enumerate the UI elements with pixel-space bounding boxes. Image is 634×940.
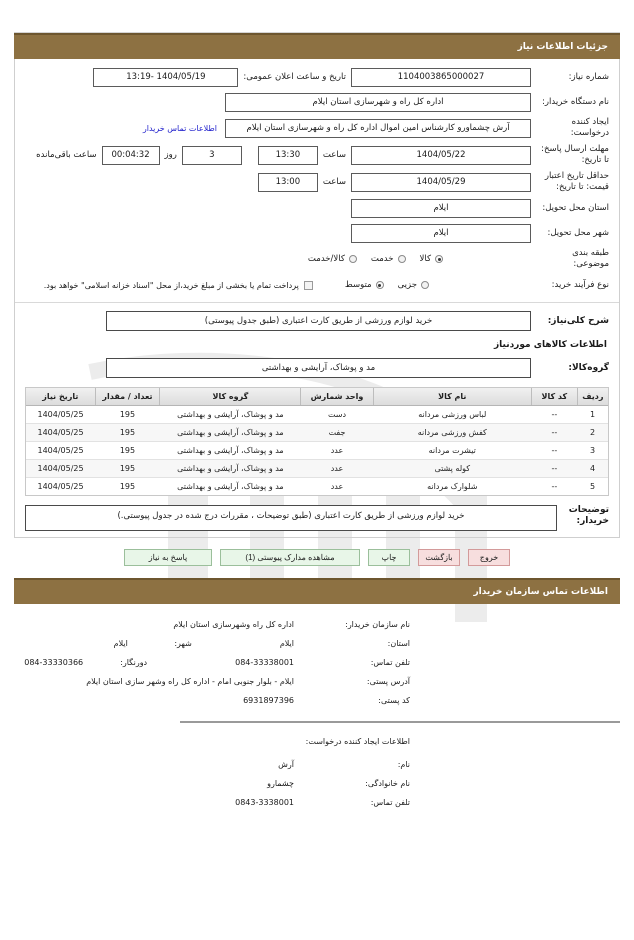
contact-phone-label: تلفن تماس:: [370, 658, 410, 667]
remaining-days-unit: روز: [164, 150, 177, 160]
cell-name: شلوارک مردانه: [373, 478, 531, 496]
contact-postal-label: کد پستی:: [378, 696, 410, 705]
delivery-city-label: شهر محل تحویل:: [547, 227, 609, 238]
cell-date: 1404/05/25: [26, 406, 95, 424]
delivery-province-field[interactable]: ایلام: [351, 199, 531, 218]
col-header-group[interactable]: گروه کالا: [160, 388, 301, 406]
cell-date: 1404/05/25: [26, 442, 95, 460]
cell-group: مد و پوشاک، آرایشی و بهداشتی: [160, 442, 301, 460]
cell-qty: 195: [95, 478, 160, 496]
cell-unit: عدد: [301, 442, 373, 460]
radio-dot-icon: [376, 281, 384, 289]
cell-code: --: [532, 442, 578, 460]
row-delivery-city: [25, 223, 609, 243]
treasury-bond-label: پرداخت تمام یا بخشی از مبلغ خرید،از محل "اسناد خزانه اسلامی" خواهد بود.: [43, 280, 299, 290]
row-contact-province-city: [14, 639, 620, 648]
goods-table-body: [26, 406, 608, 496]
radio-dot-icon: [421, 281, 429, 289]
cell-radif: 1: [577, 406, 608, 424]
action-button-bar: [14, 538, 620, 578]
process-option-motavaset-label: متوسط: [344, 280, 372, 290]
classification-option-khedmat-label: خدمت: [370, 254, 394, 264]
cell-radif: 2: [577, 424, 608, 442]
cell-radif: 5: [577, 478, 608, 496]
buyer-org-label: نام دستگاه خریدار:: [542, 96, 609, 107]
back-button[interactable]: بازگشت: [418, 549, 460, 566]
row-contact-postal: [14, 696, 620, 705]
contact-address-value: ایلام - بلوار جنوبی امام - اداره کل راه وشهر سازی استان ایلام: [86, 677, 294, 686]
need-summary-label: شرح کلی‌نیاز:: [547, 316, 609, 326]
creator-field[interactable]: آرش چشماورو کارشناس امین اموال اداره کل راه و شهرسازی استان ایلام: [225, 119, 531, 138]
creator-section-title: اطلاعات ایجاد کننده درخواست:: [305, 737, 410, 746]
need-details-panel: [14, 59, 620, 538]
col-header-date[interactable]: تاریخ نیاز: [26, 388, 95, 406]
goods-table: [26, 388, 608, 495]
creator-phone-label: تلفن تماس:: [370, 798, 410, 807]
cell-code: --: [532, 460, 578, 478]
buyer-notes-field[interactable]: خرید لوازم ورزشی از طریق کارت اعتباری (طبق توضیحات ، مقررات درج شده در جدول پیوستی.): [25, 505, 557, 531]
cell-name: لباس ورزشی مردانه: [373, 406, 531, 424]
row-creator: [25, 117, 609, 139]
buyer-contact-body: [14, 604, 620, 807]
cell-group: مد و پوشاک، آرایشی و بهداشتی: [160, 478, 301, 496]
row-price-validity: [25, 171, 609, 193]
delivery-province-label: استان محل تحویل:: [542, 202, 609, 213]
page-root: [0, 32, 634, 807]
exit-button[interactable]: خروج: [468, 549, 510, 566]
buyer-contact-link[interactable]: اطلاعات تماس خریدار: [142, 123, 217, 133]
cell-qty: 195: [95, 406, 160, 424]
creator-first-name-label: نام:: [397, 760, 410, 769]
contact-fax-label: دورنگار:: [120, 658, 148, 667]
contact-address-label: آدرس پستی:: [366, 677, 410, 686]
cell-code: --: [532, 406, 578, 424]
table-row[interactable]: [26, 460, 608, 478]
answer-need-button[interactable]: پاسخ به نیاز: [124, 549, 212, 566]
goods-group-label: گروه‌کالا:: [568, 363, 609, 373]
process-option-jozii[interactable]: [398, 280, 429, 290]
row-creator-last-name: [14, 779, 620, 788]
row-deadline: [25, 144, 609, 166]
process-option-motavaset[interactable]: [345, 280, 384, 290]
cell-date: 1404/05/25: [26, 424, 95, 442]
buyer-notes-label: توضیحات خریدار:: [568, 505, 609, 526]
table-row[interactable]: [26, 406, 608, 424]
goods-header-row: [26, 388, 608, 406]
contact-city-label: شهر:: [174, 639, 192, 648]
process-option-jozii-label: جزیی: [397, 280, 417, 290]
creator-phone-value: 0843-3338001: [235, 798, 294, 807]
contact-phone-value: 084-33338001: [235, 658, 294, 667]
cell-name: تیشرت مردانه: [373, 442, 531, 460]
contact-fax-value: 084-33330366: [24, 658, 84, 667]
contact-org-label: نام سازمان خریدار:: [345, 620, 410, 629]
table-row[interactable]: [26, 424, 608, 442]
row-buyer-org: [25, 92, 609, 112]
row-need-number: [25, 67, 609, 87]
deadline-time-field[interactable]: 13:30: [258, 146, 318, 165]
table-row[interactable]: [26, 478, 608, 496]
deadline-date-field[interactable]: 1404/05/22: [351, 146, 531, 165]
cell-radif: 4: [577, 460, 608, 478]
creator-last-name-value: چشمارو: [267, 779, 294, 788]
col-header-qty[interactable]: تعداد / مقدار: [95, 388, 160, 406]
remaining-clock-label: ساعت باقی‌مانده: [36, 150, 97, 160]
announce-label: تاریخ و ساعت اعلان عمومی:: [243, 72, 346, 82]
print-button[interactable]: چاپ: [368, 549, 410, 566]
goods-group-field[interactable]: مد و پوشاک، آرایشی و بهداشتی: [106, 358, 531, 378]
cell-qty: 195: [95, 460, 160, 478]
contact-org-value: اداره کل راه وشهرسازی استان ایلام: [173, 620, 294, 629]
row-goods-group: [25, 358, 609, 378]
validity-time-field[interactable]: 13:00: [258, 173, 318, 192]
row-need-summary: [25, 311, 609, 331]
row-creator-phone: [14, 798, 620, 807]
row-contact-org: [14, 620, 620, 629]
cell-qty: 195: [95, 442, 160, 460]
remaining-clock-field[interactable]: 00:04:32: [102, 146, 160, 165]
cell-name: کوله پشتی: [373, 460, 531, 478]
classification-option-kala[interactable]: [420, 254, 443, 264]
classification-option-kala-label: کالا: [419, 254, 431, 264]
checkbox-icon: [304, 281, 313, 290]
contact-divider: [180, 721, 620, 723]
contact-province-value: ایلام: [279, 639, 294, 648]
cell-code: --: [532, 424, 578, 442]
panel-divider: [15, 302, 619, 303]
radio-dot-icon: [349, 255, 357, 263]
creator-first-name-value: آرش: [278, 760, 294, 769]
creator-label: ایجاد کننده درخواست:: [570, 117, 609, 138]
deadline-time-label: ساعت: [322, 150, 346, 160]
cell-code: --: [532, 478, 578, 496]
row-contact-address: [14, 677, 620, 686]
cell-group: مد و پوشاک، آرایشی و بهداشتی: [160, 406, 301, 424]
goods-section-title: اطلاعات کالاهای موردنیاز: [493, 340, 607, 350]
col-header-code[interactable]: کد کالا: [532, 388, 578, 406]
buyer-contact-header: اطلاعات تماس سازمان خریدار: [14, 578, 620, 604]
radio-dot-icon: [398, 255, 406, 263]
need-number-label: شماره نیاز:: [568, 71, 609, 82]
row-purchase-process: [25, 275, 609, 295]
table-row[interactable]: [26, 442, 608, 460]
need-number-field[interactable]: 1104003865000027: [351, 68, 531, 87]
radio-dot-icon: [435, 255, 443, 263]
need-details-header: جزئیات اطلاعات نیاز: [14, 33, 620, 59]
contact-city-value: ایلام: [113, 639, 128, 648]
creator-last-name-label: نام خانوادگی:: [365, 779, 410, 788]
cell-name: کفش ورزشی مردانه: [373, 424, 531, 442]
cell-qty: 195: [95, 424, 160, 442]
row-buyer-notes: [25, 505, 609, 531]
col-header-name[interactable]: نام کالا: [373, 388, 531, 406]
validity-date-field[interactable]: 1404/05/29: [351, 173, 531, 192]
row-contact-phone-fax: [14, 658, 620, 667]
purchase-process-label: نوع فرآیند خرید:: [551, 279, 609, 290]
contact-postal-value: 6931897396: [243, 696, 294, 705]
contact-province-label: استان:: [387, 639, 410, 648]
treasury-bond-checkbox[interactable]: [44, 281, 313, 290]
cell-group: مد و پوشاک، آرایشی و بهداشتی: [160, 424, 301, 442]
col-header-unit[interactable]: واحد شمارش: [301, 388, 373, 406]
announce-datetime-field[interactable]: 1404/05/19 -13:19: [93, 68, 238, 87]
remaining-days-field[interactable]: 3: [182, 146, 242, 165]
classification-label: طبقه بندی موضوعی:: [572, 248, 609, 269]
row-delivery-province: [25, 198, 609, 218]
buyer-org-field[interactable]: اداره کل راه و شهرسازی استان ایلام: [225, 93, 531, 112]
cell-unit: عدد: [301, 460, 373, 478]
classification-option-kala-khedmat[interactable]: [308, 254, 357, 264]
goods-table-container: [25, 387, 609, 496]
cell-unit: دست: [301, 406, 373, 424]
deadline-label: مهلت ارسال پاسخ: تا تاریخ:: [541, 144, 609, 165]
delivery-city-field[interactable]: ایلام: [351, 224, 531, 243]
view-documents-button[interactable]: مشاهده مدارک پیوستی (1): [220, 549, 360, 566]
cell-group: مد و پوشاک، آرایشی و بهداشتی: [160, 460, 301, 478]
classification-option-kala-khedmat-label: کالا/خدمت: [307, 254, 345, 264]
need-summary-field[interactable]: خرید لوازم ورزشی از طریق کارت اعتباری (طبق جدول پیوستی): [106, 311, 531, 331]
row-creator-first-name: [14, 760, 620, 769]
validity-label: حداقل تاریخ اعتبار قیمت: تا تاریخ:: [544, 171, 609, 192]
col-header-radif[interactable]: ردیف: [577, 388, 608, 406]
cell-unit: جفت: [301, 424, 373, 442]
cell-unit: عدد: [301, 478, 373, 496]
validity-time-label: ساعت: [322, 177, 346, 187]
cell-date: 1404/05/25: [26, 478, 95, 496]
cell-date: 1404/05/25: [26, 460, 95, 478]
goods-table-head: [26, 388, 608, 406]
cell-radif: 3: [577, 442, 608, 460]
classification-option-khedmat[interactable]: [371, 254, 406, 264]
row-classification: [25, 248, 609, 270]
